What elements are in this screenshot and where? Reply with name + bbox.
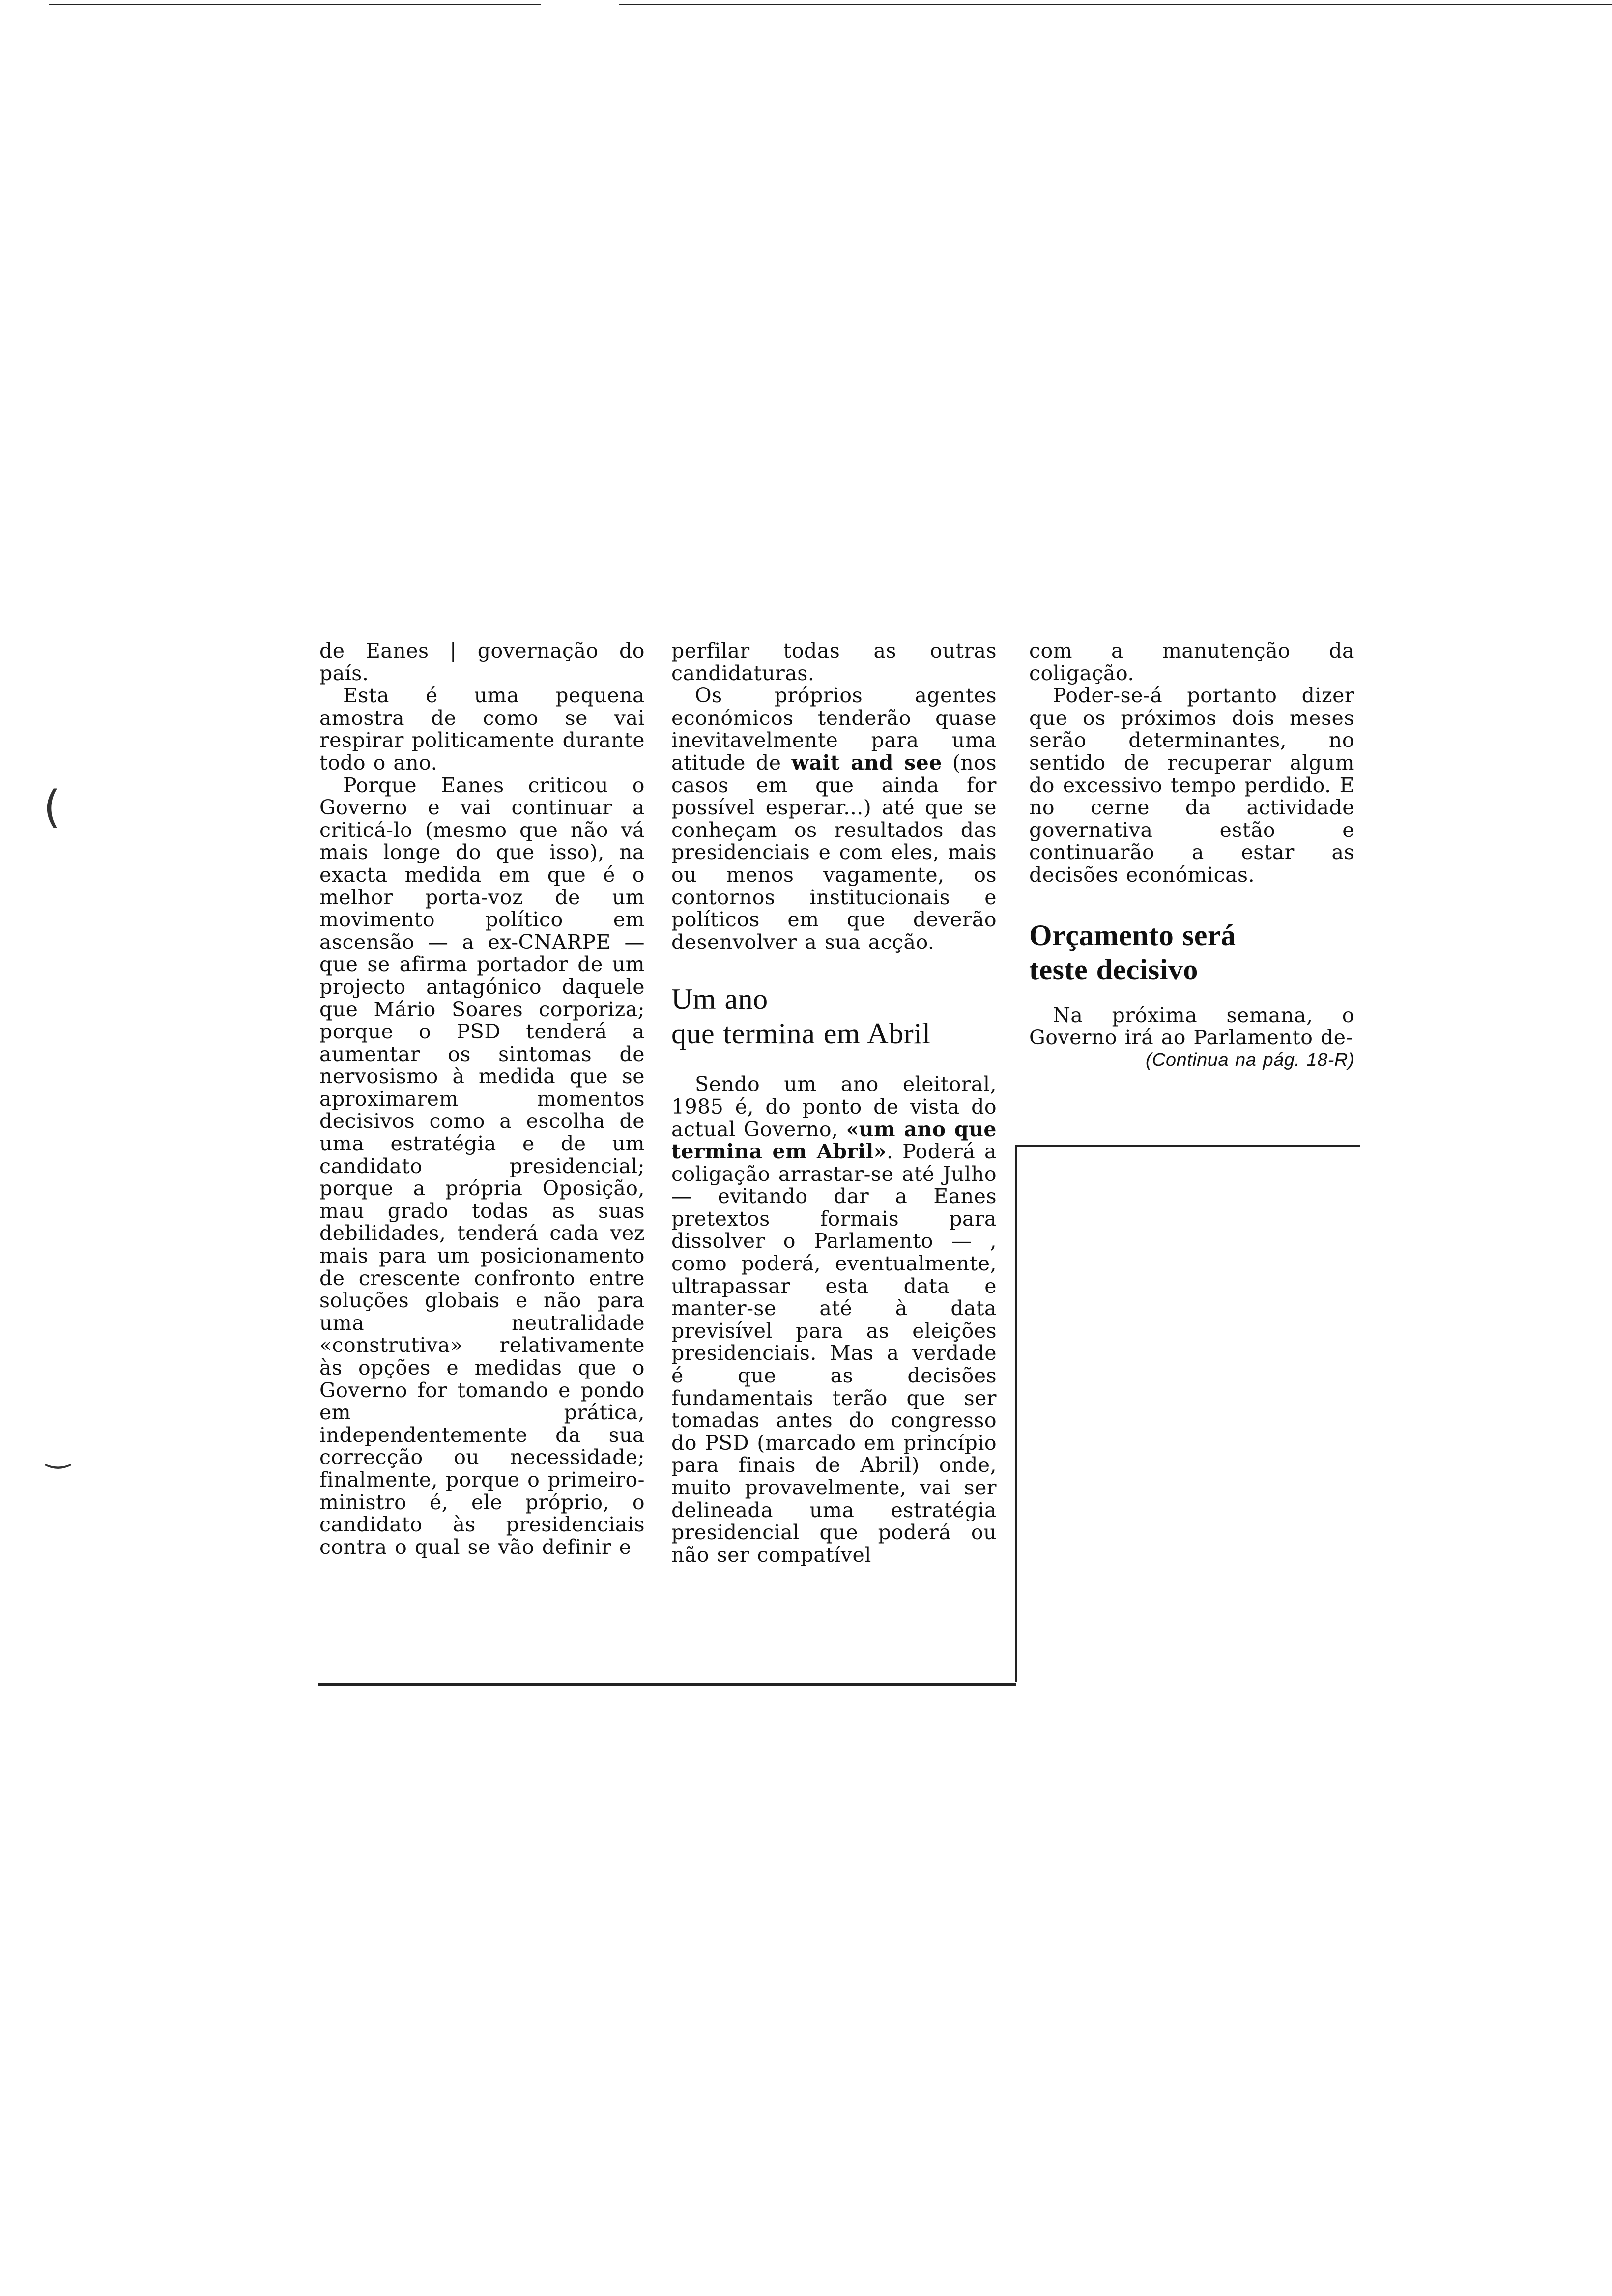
col2-paragraph-2-rest: (nos casos em que ainda for possível esperar...) até que se conheçam os resultados das presidenciais e com eles, mais ou menos vagamente, os contornos institucionais e políticos em que deverão desenvolver a sua acção. <box>671 750 997 954</box>
col2-paragraph-1: perfilar todas as outras candidaturas. <box>671 639 997 685</box>
headline-orcamento-line2: teste decisivo <box>1029 953 1198 986</box>
col1-paragraph-1: de Eanes | governação do país. <box>319 639 645 685</box>
col2-paragraph-3 <box>671 1073 997 1566</box>
col2-body-bold: «um ano que termina em Abril» <box>671 1117 997 1164</box>
wait-and-see-phrase: wait and see <box>791 750 942 775</box>
continuation-note: (Continua na pág. 18-R) <box>1145 1049 1354 1070</box>
top-rule-left <box>49 4 541 5</box>
headline-orcamento <box>1029 918 1354 987</box>
col2-body-start: Sendo um ano eleitoral, 1985 é, do ponto de vista do actual Governo, <box>671 1072 997 1141</box>
margin-mark-upper: ( <box>43 781 61 833</box>
col3-paragraph-3: Na próxima semana, o Governo irá ao Parlamento de- <box>1029 1003 1354 1050</box>
col3-bottom-rule <box>1015 1145 1360 1147</box>
bottom-rule <box>318 1683 1016 1686</box>
top-rule-right <box>619 4 1612 5</box>
col2-body-rest: . Poderá a coligação arrastar-se até Julho — evitando dar a Eanes pretextos formais para dissolver o Parlamento — , como poderá, eventualmente, ultrapassar esta data e manter-se até à data previsível para as eleições presidenciais. Mas a verdade é que as decisões fundamentais terão que ser tomadas antes do congresso do PSD (marcado em princípio para finais de Abril) onde, muito provavelmente, vai ser delineada uma estratégia presidencial que poderá ou não ser compatível <box>671 1140 997 1567</box>
col2-paragraph-2-start: Os próprios agentes económicos tenderão quase inevitavelmente para uma atitude de <box>671 684 997 775</box>
col1-paragraph-3: Porque Eanes criticou o Governo e vai continuar a criticá-lo (mesmo que não vá mais longe do que isso), na exacta medida em que é o melhor porta-voz de um movimento político em ascensão — a ex-CNARPE — que se afirma portador de um projecto antagónico daquele que Mário Soares corporiza; porque o PSD tenderá a aumentar os sintomas de nervosismo à medida que se aproximarem momentos decisivos como a escolha de uma estratégia e de um candidato presidencial; porque a própria Oposição, mau grado todas as suas debilidades, tenderá cada vez mais para um posicionamento de crescente confronto entre soluções globais e não para uma neutralidade «construtiva» relativamente às opções e medidas que o Governo for tomando e pondo em prática, independentemente da sua correcção ou necessidade; finalmente, porque o primeiro-ministro é, ele próprio, o candidato às presidenciais contra o qual se vão definir e <box>319 773 645 1559</box>
col1-paragraph-2: Esta é uma pequena amostra de como se vai respirar politicamente durante todo o ano. <box>319 684 645 775</box>
column-1 <box>319 640 645 1558</box>
column-divider <box>1015 1146 1017 1682</box>
col2-paragraph-2 <box>671 685 997 953</box>
col3-paragraph-2: Poder-se-á portanto dizer que os próximos dois meses serão determinantes, no sentido de recuperar algum do excessivo tempo perdido. E no cerne da actividade governativa estão e continuarão a estar as decisões económicas. <box>1029 684 1354 887</box>
headline-um-ano <box>671 982 997 1051</box>
margin-mark-lower: ‿ <box>46 1435 70 1469</box>
headline-um-ano-line2: que termina em Abril <box>671 1017 931 1050</box>
column-2 <box>671 640 997 1566</box>
headline-orcamento-line1: Orçamento será <box>1029 918 1236 951</box>
headline-um-ano-line1: Um ano <box>671 983 768 1016</box>
column-3 <box>1029 640 1354 1071</box>
col3-paragraph-1: com a manutenção da coligação. <box>1029 639 1354 685</box>
